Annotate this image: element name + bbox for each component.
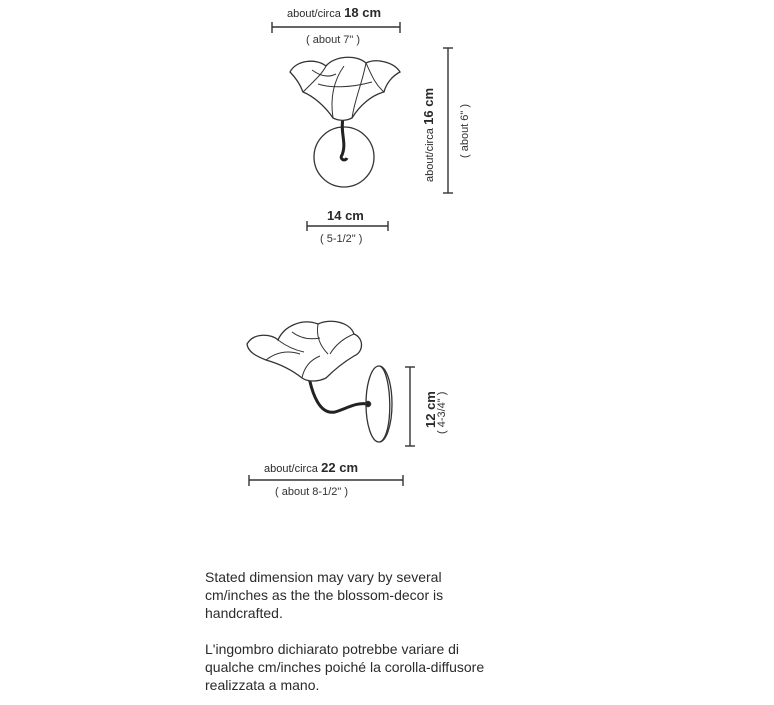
side-height-inches: ( 4-3/4" ) [436, 391, 448, 434]
front-base-value: 14 cm [327, 208, 364, 223]
side-depth-value: 22 cm [321, 460, 359, 475]
note-english: Stated dimension may vary by several cm/inches as the the blossom-decor is handcrafted. [205, 569, 444, 621]
front-width-prefix: about/circa [287, 8, 341, 20]
front-width-inches: ( about 7" ) [306, 34, 361, 46]
front-height-inches-wrap [455, 104, 473, 158]
side-depth-label [264, 460, 358, 475]
front-width-value: 18 cm [344, 5, 382, 20]
side-depth-prefix: about/circa [264, 463, 318, 475]
front-height-value: 16 cm [421, 87, 436, 125]
front-height-label [420, 88, 438, 182]
front-base-inches: ( 5-1/2" ) [320, 233, 363, 245]
side-depth-inches: ( about 8-1/2" ) [275, 486, 348, 498]
front-height-prefix: about/circa [424, 128, 436, 182]
side-height-inches-wrap [432, 392, 450, 434]
note-italian: L'ingombro dichiarato potrebbe variare di qualche cm/inches poiché la corolla-diffusore realizzata a mano. [205, 641, 485, 693]
front-base-label [327, 208, 364, 223]
side-view-lamp [247, 321, 392, 442]
front-height-inches: ( about 6" ) [459, 103, 471, 158]
side-height-value: 12 cm [423, 391, 438, 428]
front-view-lamp [290, 57, 400, 187]
front-width-label [287, 5, 381, 20]
